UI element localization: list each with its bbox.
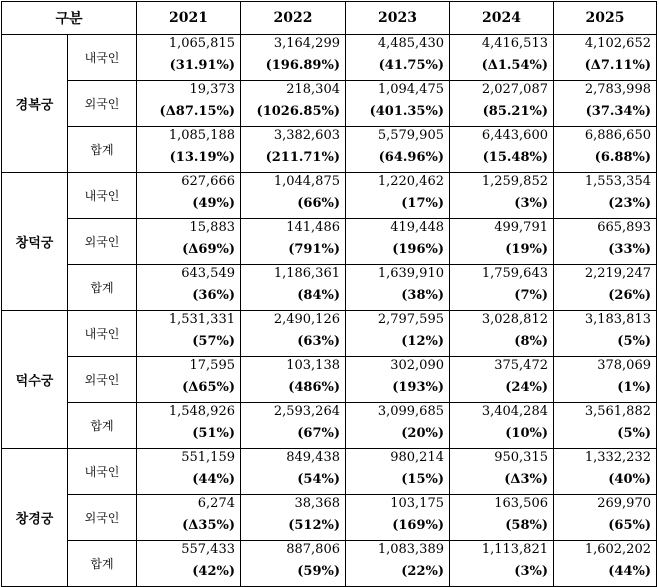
value-cell [241,127,346,173]
visitor-count: 19,373 [189,82,235,97]
visitor-count: 643,549 [181,266,235,281]
visitor-count: 499,791 [494,220,548,235]
value-cell [346,541,450,587]
visitor-type-cell: 내국인 [68,173,137,219]
change-rate: (22%) [401,564,444,579]
table-row [2,311,657,357]
change-rate: (57%) [192,334,235,349]
year-header: 2021 [137,2,241,35]
change-rate: (1%) [617,380,651,395]
visitor-count: 557,433 [181,542,235,557]
visitor-count: 3,561,882 [584,404,651,419]
year-header: 2022 [241,2,346,35]
palace-name-cell: 덕수궁 [2,311,68,449]
visitor-count: 887,806 [286,542,340,557]
visitor-count: 4,416,513 [481,36,548,51]
value-cell [346,219,450,265]
value-cell [346,403,450,449]
change-rate: (7%) [514,288,548,303]
change-rate: (791%) [288,242,340,257]
value-cell [554,219,657,265]
value-cell [554,495,657,541]
visitor-count: 15,883 [189,220,235,235]
change-rate: (42%) [192,564,235,579]
value-cell [346,265,450,311]
change-rate: (486%) [288,380,340,395]
value-cell [137,173,241,219]
visitor-count: 103,138 [286,358,340,373]
value-cell [346,311,450,357]
visitor-count: 218,304 [286,82,340,97]
change-rate: (8%) [514,334,548,349]
value-cell [450,311,554,357]
table-row [2,357,657,403]
visitor-count: 1,085,188 [168,128,235,143]
change-rate: (Δ69%) [182,242,235,257]
change-rate: (Δ35%) [182,518,235,533]
change-rate: (54%) [297,472,340,487]
value-cell [450,357,554,403]
visitor-count: 5,579,905 [377,128,444,143]
visitor-count: 1,548,926 [168,404,235,419]
visitor-count: 3,382,603 [273,128,340,143]
table-body [2,35,657,587]
visitor-count: 1,602,202 [584,542,651,557]
visitor-type-cell: 합계 [68,541,137,587]
visitor-count: 1,065,815 [168,36,235,51]
visitor-count: 1,639,910 [377,266,444,281]
change-rate: (512%) [288,518,340,533]
change-rate: (26%) [608,288,651,303]
change-rate: (33%) [608,242,651,257]
change-rate: (38%) [401,288,444,303]
change-rate: (85.21%) [482,104,548,119]
visitor-count: 141,486 [286,220,340,235]
change-rate: (66%) [297,196,340,211]
change-rate: (58%) [505,518,548,533]
value-cell [450,81,554,127]
value-cell [450,173,554,219]
value-cell [450,265,554,311]
change-rate: (3%) [514,196,548,211]
visitor-count: 419,448 [390,220,444,235]
value-cell [554,127,657,173]
year-header: 2025 [554,2,657,35]
value-cell [137,311,241,357]
value-cell [554,541,657,587]
visitor-count: 103,175 [390,496,444,511]
value-cell [241,357,346,403]
visitor-count: 375,472 [494,358,548,373]
change-rate: (64.96%) [378,150,444,165]
value-cell [346,81,450,127]
value-cell [346,449,450,495]
change-rate: (15%) [401,472,444,487]
visitor-count: 1,044,875 [273,174,340,189]
visitor-count: 3,099,685 [377,404,444,419]
visitor-count: 551,159 [181,450,235,465]
visitor-count: 3,164,299 [273,36,340,51]
visitor-type-cell: 외국인 [68,219,137,265]
visitor-count: 665,893 [597,220,651,235]
change-rate: (20%) [401,426,444,441]
visitor-count: 17,595 [189,358,235,373]
change-rate: (5%) [617,426,651,441]
table-row [2,219,657,265]
change-rate: (44%) [192,472,235,487]
value-cell [241,219,346,265]
visitor-count: 1,531,331 [168,312,235,327]
value-cell [346,357,450,403]
visitor-type-cell: 외국인 [68,81,137,127]
change-rate: (196.89%) [265,58,340,73]
year-header: 2024 [450,2,554,35]
header-row [2,2,657,35]
change-rate: (59%) [297,564,340,579]
palace-name-cell: 경복궁 [2,35,68,173]
visitor-count: 2,490,126 [273,312,340,327]
change-rate: (401.35%) [369,104,444,119]
value-cell [241,541,346,587]
visitor-count: 950,315 [494,450,548,465]
change-rate: (84%) [297,288,340,303]
visitor-count: 1,083,389 [377,542,444,557]
table-row [2,495,657,541]
change-rate: (51%) [192,426,235,441]
change-rate: (40%) [608,472,651,487]
change-rate: (17%) [401,196,444,211]
visitor-count: 2,027,087 [481,82,548,97]
value-cell [137,495,241,541]
visitor-count: 6,443,600 [481,128,548,143]
change-rate: (13.19%) [169,150,235,165]
change-rate: (36%) [192,288,235,303]
value-cell [554,311,657,357]
visitor-type-cell: 외국인 [68,495,137,541]
value-cell [241,265,346,311]
visitor-count: 269,970 [597,496,651,511]
visitor-count: 163,506 [494,496,548,511]
visitor-count: 3,028,812 [481,312,548,327]
change-rate: (193%) [392,380,444,395]
value-cell [554,449,657,495]
change-rate: (15.48%) [482,150,548,165]
change-rate: (Δ3%) [504,472,548,487]
visitor-type-cell: 합계 [68,403,137,449]
change-rate: (41.75%) [378,58,444,73]
value-cell [241,495,346,541]
change-rate: (10%) [505,426,548,441]
category-header: 구분 [2,2,137,35]
change-rate: (Δ7.11%) [584,58,651,73]
value-cell [137,541,241,587]
change-rate: (24%) [505,380,548,395]
change-rate: (6.88%) [594,150,651,165]
table-row [2,449,657,495]
value-cell [554,173,657,219]
visitor-count: 2,219,247 [584,266,651,281]
visitor-count: 6,274 [197,496,235,511]
visitor-type-cell: 합계 [68,265,137,311]
value-cell [241,403,346,449]
visitor-count: 2,797,595 [377,312,444,327]
visitor-count: 1,113,821 [481,542,548,557]
value-cell [554,81,657,127]
year-header: 2023 [346,2,450,35]
value-cell [450,219,554,265]
change-rate: (12%) [401,334,444,349]
value-cell [241,173,346,219]
visitor-count: 4,485,430 [377,36,444,51]
visitor-count: 1,332,232 [584,450,651,465]
value-cell [137,81,241,127]
value-cell [241,35,346,81]
value-cell [450,35,554,81]
value-cell [346,127,450,173]
visitor-count: 4,102,652 [584,36,651,51]
visitor-count: 2,783,998 [584,82,651,97]
visitor-count: 3,404,284 [481,404,548,419]
visitor-statistics-table [1,1,657,587]
visitor-count: 1,259,852 [481,174,548,189]
change-rate: (196%) [392,242,444,257]
value-cell [346,495,450,541]
change-rate: (65%) [608,518,651,533]
table-row [2,81,657,127]
table-row [2,541,657,587]
change-rate: (19%) [505,242,548,257]
change-rate: (23%) [608,196,651,211]
visitor-type-cell: 내국인 [68,449,137,495]
value-cell [554,403,657,449]
change-rate: (169%) [392,518,444,533]
change-rate: (67%) [297,426,340,441]
value-cell [137,449,241,495]
visitor-count: 1,220,462 [377,174,444,189]
visitor-count: 302,090 [390,358,444,373]
visitor-count: 1,553,354 [584,174,651,189]
visitor-count: 3,183,813 [584,312,651,327]
table-row [2,173,657,219]
palace-name-cell: 창경궁 [2,449,68,587]
change-rate: (37.34%) [585,104,651,119]
change-rate: (44%) [608,564,651,579]
value-cell [137,403,241,449]
value-cell [450,541,554,587]
visitor-count: 980,214 [390,450,444,465]
visitor-count: 38,368 [294,496,340,511]
table-row [2,265,657,311]
value-cell [137,265,241,311]
value-cell [346,35,450,81]
value-cell [137,357,241,403]
change-rate: (3%) [514,564,548,579]
visitor-count: 6,886,650 [584,128,651,143]
value-cell [554,35,657,81]
value-cell [450,403,554,449]
visitor-type-cell: 외국인 [68,357,137,403]
table-row [2,403,657,449]
change-rate: (5%) [617,334,651,349]
visitor-type-cell: 내국인 [68,35,137,81]
value-cell [241,81,346,127]
change-rate: (Δ1.54%) [481,58,548,73]
visitor-count: 1,759,643 [481,266,548,281]
value-cell [554,265,657,311]
visitor-count: 627,666 [181,174,235,189]
value-cell [137,219,241,265]
value-cell [554,357,657,403]
value-cell [241,449,346,495]
visitor-type-cell: 합계 [68,127,137,173]
value-cell [450,449,554,495]
palace-name-cell: 창덕궁 [2,173,68,311]
value-cell [137,35,241,81]
visitor-count: 2,593,264 [273,404,340,419]
visitor-count: 1,186,361 [273,266,340,281]
change-rate: (31.91%) [169,58,235,73]
visitor-type-cell: 내국인 [68,311,137,357]
table-row [2,35,657,81]
visitor-count: 378,069 [597,358,651,373]
visitor-count: 849,438 [286,450,340,465]
change-rate: (63%) [297,334,340,349]
visitor-count: 1,094,475 [377,82,444,97]
table-row [2,127,657,173]
change-rate: (Δ87.15%) [159,104,235,119]
change-rate: (Δ65%) [182,380,235,395]
value-cell [346,173,450,219]
value-cell [450,495,554,541]
change-rate: (1026.85%) [256,104,340,119]
change-rate: (49%) [192,196,235,211]
value-cell [137,127,241,173]
change-rate: (211.71%) [265,150,340,165]
value-cell [241,311,346,357]
value-cell [450,127,554,173]
